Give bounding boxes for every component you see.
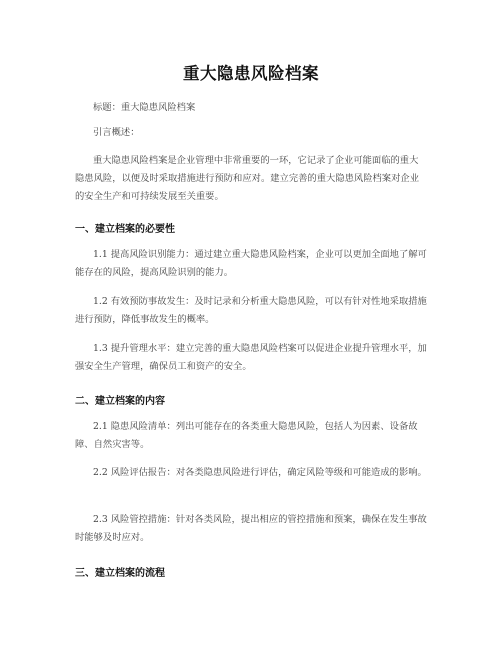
- section-2-item-3: [75, 511, 427, 547]
- section-1-item-1-text: 1.1 提高风险识别能力：通过建立重大隐患风险档案，企业可以更加全面地了解可能存在的风险，提高风险识别的能力。: [75, 249, 427, 278]
- section-1-item-2-text: 1.2 有效预防事故发生：及时记录和分析重大隐患风险，可以有针对性地采取措施进行预防，降低事故发生的概率。: [75, 296, 427, 325]
- section-heading-1: 一、建立档案的必要性: [75, 224, 175, 235]
- section-2-item-1: [75, 418, 427, 454]
- section-1-item-2: [75, 293, 427, 329]
- section-2-item-1-text: 2.1 隐患风险清单：列出可能存在的各类重大隐患风险，包括人为因素、设备故障、自然灾害等。: [75, 421, 418, 450]
- intro-label-text: 引言概述：: [93, 127, 140, 138]
- section-2-item-2-text: 2.2 风险评估报告：对各类隐患风险进行评估，确定风险等级和可能造成的影响。: [93, 467, 427, 478]
- section-1-item-3: [75, 340, 427, 376]
- title-line: [75, 99, 427, 117]
- intro-paragraph-text: 重大隐患风险档案是企业管理中非常重要的一环，它记录了企业可能面临的重大隐患风险，以便及时采取措施进行预防和应对。建立完善的重大隐患风险档案对企业的安全生产和可持续发展至关重要。: [75, 155, 419, 202]
- section-2-item-2: [75, 464, 427, 482]
- intro-label: [75, 124, 427, 142]
- section-1-item-1: [75, 246, 427, 282]
- section-1-item-3-text: 1.3 提升管理水平：建立完善的重大隐患风险档案可以促进企业提升管理水平，加强安全生产管理，确保员工和资产的安全。: [75, 343, 427, 372]
- title-line-text: 标题：重大隐患风险档案: [93, 102, 196, 113]
- intro-paragraph: [75, 152, 427, 206]
- page-title: 重大隐患风险档案: [183, 64, 319, 83]
- section-heading-3: 三、建立档案的流程: [75, 568, 165, 579]
- section-heading-2: 二、建立档案的内容: [75, 396, 165, 407]
- section-2-item-3-text: 2.3 风险管控措施：针对各类风险，提出相应的管控措施和预案，确保在发生事故时能够及时应对。: [75, 514, 427, 543]
